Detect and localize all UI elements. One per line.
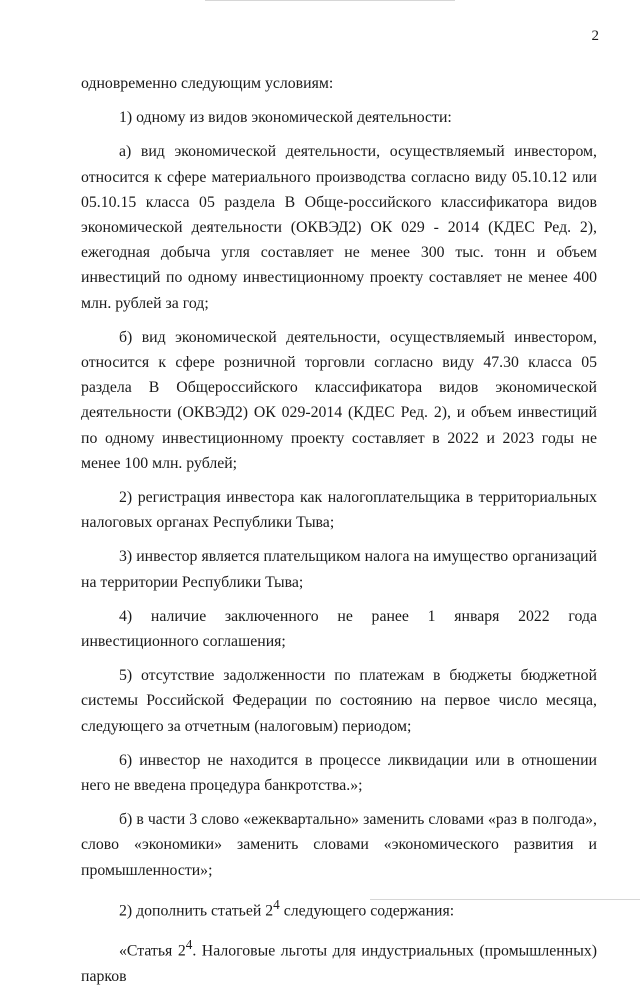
paragraph-amendment-b: б) в части 3 слово «ежеквартально» заменить словами «раз в полгода», слово «экономики» заменить словами «экономического развития и промышленности»; <box>81 811 597 879</box>
article-superscript: 4 <box>185 937 193 953</box>
supplement-text-start: 2) дополнить статьей 2 <box>119 902 274 920</box>
supplement-superscript: 4 <box>273 896 280 912</box>
paragraph-condition-6: 6) инвестор не находится в процессе ликвидации или в отношении него не введена процедура банкротства.»; <box>81 751 597 795</box>
paragraph-supplement <box>81 892 597 923</box>
paragraph-condition-1b: б) вид экономической деятельности, осуществляемый инвестором, относится к сфере розничной торговли согласно виду 47.30 класса 05 раздела В Общероссийского классификатора видов экономической деятельности (ОКВЭД2) ОК 029-2014 (КДЕС Ред. 2), и объем инвестиций по одному инвестиционному проекту составляет в 2022 и 2023 годы не менее 100 млн. рублей; <box>81 328 597 472</box>
scan-artifact-bottom <box>370 899 640 900</box>
paragraph-condition-5: 5) отсутствие задолженности по платежам в бюджеты бюджетной системы Российской Федерации по состоянию на первое число месяца, следующего за отчетным (налоговым) периодом; <box>81 667 597 735</box>
article-text-end: . Налоговые льготы для индустриальных (промышленных) парков <box>81 942 597 985</box>
document-body <box>81 71 597 989</box>
paragraph-condition-4: 4) наличие заключенного не ранее 1 января 2022 года инвестиционного соглашения; <box>81 607 597 651</box>
supplement-text-end: следующего содержания: <box>279 902 455 920</box>
paragraph-condition-1: 1) одному из видов экономической деятельности: <box>119 109 452 127</box>
article-text-start: «Статья 2 <box>119 942 186 960</box>
scan-artifact-top <box>205 0 455 1</box>
paragraph-condition-1a: а) вид экономической деятельности, осуществляемый инвестором, относится к сфере материального производства согласно виду 05.10.12 или 05.10.15 класса 05 раздела В Обще-российского классификатора видов экономической деятельности (ОКВЭД2) ОК 029 - 2014 (КДЕС Ред. 2), ежегодная добыча угля составляет не менее 300 тыс. тонн и объем инвестиций по одному инвестиционному проекту составляет не менее 400 млн. рублей за год; <box>81 143 597 312</box>
page-number: 2 <box>591 28 599 44</box>
paragraph-condition-3: 3) инвестор является плательщиком налога на имущество организаций на территории Республики Тыва; <box>81 548 597 591</box>
paragraph-article-heading <box>81 932 597 989</box>
paragraph-condition-2: 2) регистрация инвестора как налогоплательщика в территориальных налоговых органах Республики Тыва; <box>81 489 597 532</box>
paragraph-continuation: одновременно следующим условиям: <box>81 75 334 92</box>
